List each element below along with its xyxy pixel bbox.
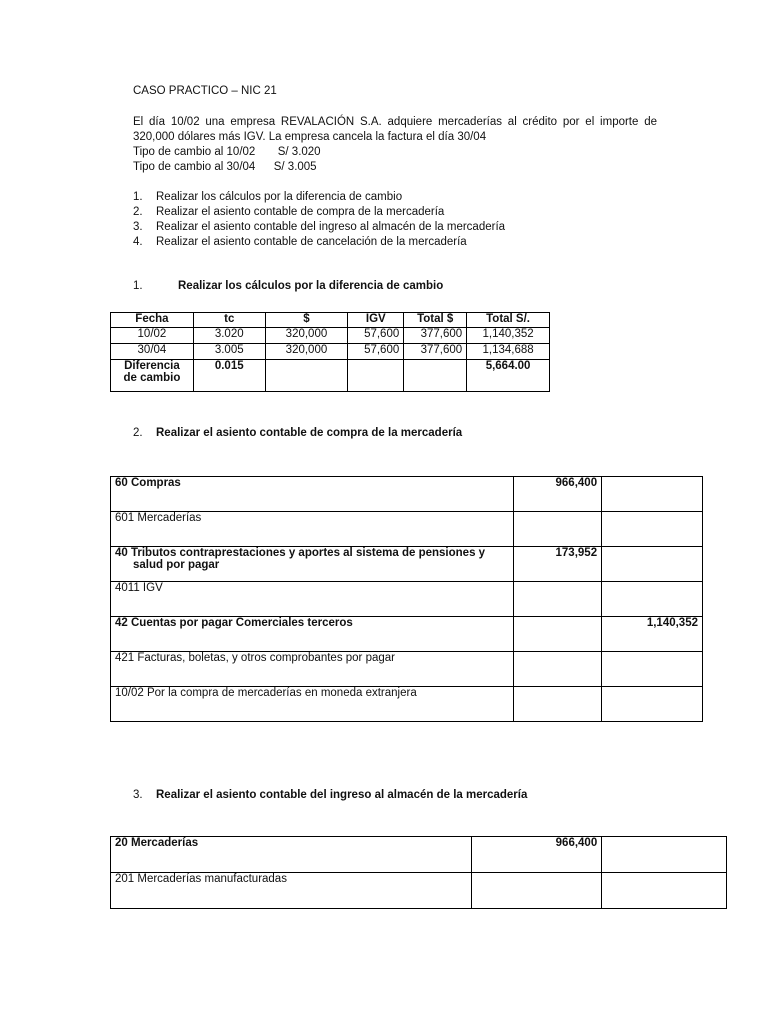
exchange-rate-1-label: Tipo de cambio al 10/02 <box>133 146 256 158</box>
table-row <box>111 344 550 360</box>
table-row <box>111 477 703 512</box>
table-cell: 57,600 <box>348 344 404 360</box>
account-cell: 601 Mercaderías <box>111 512 514 547</box>
credit-cell <box>602 837 727 873</box>
intro-line-2: 320,000 dólares más IGV. La empresa cancela la factura el día 30/04 <box>133 131 487 143</box>
table-cell <box>265 360 348 392</box>
table-row <box>111 687 703 722</box>
difference-total: 5,664.00 <box>467 360 550 392</box>
section-3-heading: 3. Realizar el asiento contable del ingreso al almacén de la mercadería <box>133 789 528 801</box>
table-row <box>111 617 703 652</box>
table-row <box>111 652 703 687</box>
credit-cell <box>602 477 703 512</box>
credit-cell <box>602 873 727 909</box>
exchange-rate-1-value: S/ 3.020 <box>277 146 321 158</box>
column-header: tc <box>193 313 265 328</box>
credit-cell <box>602 512 703 547</box>
table-cell: 30/04 <box>111 344 194 360</box>
task-list <box>133 191 505 251</box>
table-row <box>111 512 703 547</box>
table-cell: 3.020 <box>193 328 265 344</box>
table-row <box>111 582 703 617</box>
section-1-heading: 1. Realizar los cálculos por la diferencia de cambio <box>133 280 444 292</box>
list-item: 3. Realizar el asiento contable del ingreso al almacén de la mercadería <box>133 221 506 233</box>
table-cell: 10/02 <box>111 328 194 344</box>
list-item: 2. Realizar el asiento contable de compra de la mercadería <box>133 206 445 218</box>
debit-cell <box>514 512 602 547</box>
table-cell: 3.005 <box>193 344 265 360</box>
account-cell: 42 Cuentas por pagar Comerciales terceros <box>111 617 514 652</box>
table-cell: 377,600 <box>404 344 467 360</box>
account-cell: 201 Mercaderías manufacturadas <box>111 873 472 909</box>
exchange-rate-2-label: Tipo de cambio al 30/04 <box>133 161 256 173</box>
difference-tc: 0.015 <box>193 360 265 392</box>
table-cell: 57,600 <box>348 328 404 344</box>
column-header: $ <box>265 313 348 328</box>
column-header: Total S/. <box>467 313 550 328</box>
account-cell: 20 Mercaderías <box>111 837 472 873</box>
debit-cell <box>514 617 602 652</box>
intro-line-1: El día 10/02 una empresa REVALACIÓN S.A. adquiere mercaderías al crédito por el importe de <box>133 116 657 128</box>
column-header: Total $ <box>404 313 467 328</box>
account-cell: 4011 IGV <box>111 582 514 617</box>
table-cell <box>348 360 404 392</box>
account-cell: 40 Tributos contraprestaciones y aportes al sistema de pensiones y salud por pagar <box>111 547 514 582</box>
table-row <box>111 837 727 873</box>
credit-cell <box>602 547 703 582</box>
warehouse-journal-entry <box>110 836 727 909</box>
list-item: 4. Realizar el asiento contable de cancelación de la mercadería <box>133 236 467 248</box>
exchange-rate-1 <box>133 146 321 158</box>
section-2-heading: 2. Realizar el asiento contable de compra de la mercadería <box>133 427 463 439</box>
account-cell: 10/02 Por la compra de mercaderías en moneda extranjera <box>111 687 514 722</box>
account-cell: 421 Facturas, boletas, y otros comprobantes por pagar <box>111 652 514 687</box>
debit-cell <box>514 652 602 687</box>
debit-cell: 966,400 <box>472 837 602 873</box>
list-item: 1. Realizar los cálculos por la diferencia de cambio <box>133 191 403 203</box>
exchange-rate-2-value: S/ 3.005 <box>273 161 317 173</box>
debit-cell <box>514 687 602 722</box>
credit-cell <box>602 582 703 617</box>
debit-cell <box>472 873 602 909</box>
credit-cell: 1,140,352 <box>602 617 703 652</box>
table-cell <box>404 360 467 392</box>
credit-cell <box>602 652 703 687</box>
table-cell: 320,000 <box>265 328 348 344</box>
debit-cell <box>514 582 602 617</box>
column-header: Fecha <box>111 313 194 328</box>
account-cell: 60 Compras <box>111 477 514 512</box>
table-cell: 377,600 <box>404 328 467 344</box>
table-cell: 1,140,352 <box>467 328 550 344</box>
table-row <box>111 328 550 344</box>
exchange-difference-table <box>110 312 550 392</box>
table-row-difference <box>111 360 550 392</box>
table-row <box>111 547 703 582</box>
document-title: CASO PRACTICO – NIC 21 <box>133 85 277 97</box>
credit-cell <box>602 687 703 722</box>
debit-cell: 966,400 <box>514 477 602 512</box>
column-header: IGV <box>348 313 404 328</box>
table-cell: 320,000 <box>265 344 348 360</box>
table-row <box>111 873 727 909</box>
table-header-row <box>111 313 550 328</box>
purchase-journal-entry <box>110 476 703 722</box>
debit-cell: 173,952 <box>514 547 602 582</box>
difference-label: Diferencia de cambio <box>111 360 194 392</box>
table-cell: 1,134,688 <box>467 344 550 360</box>
exchange-rate-2 <box>133 161 317 173</box>
